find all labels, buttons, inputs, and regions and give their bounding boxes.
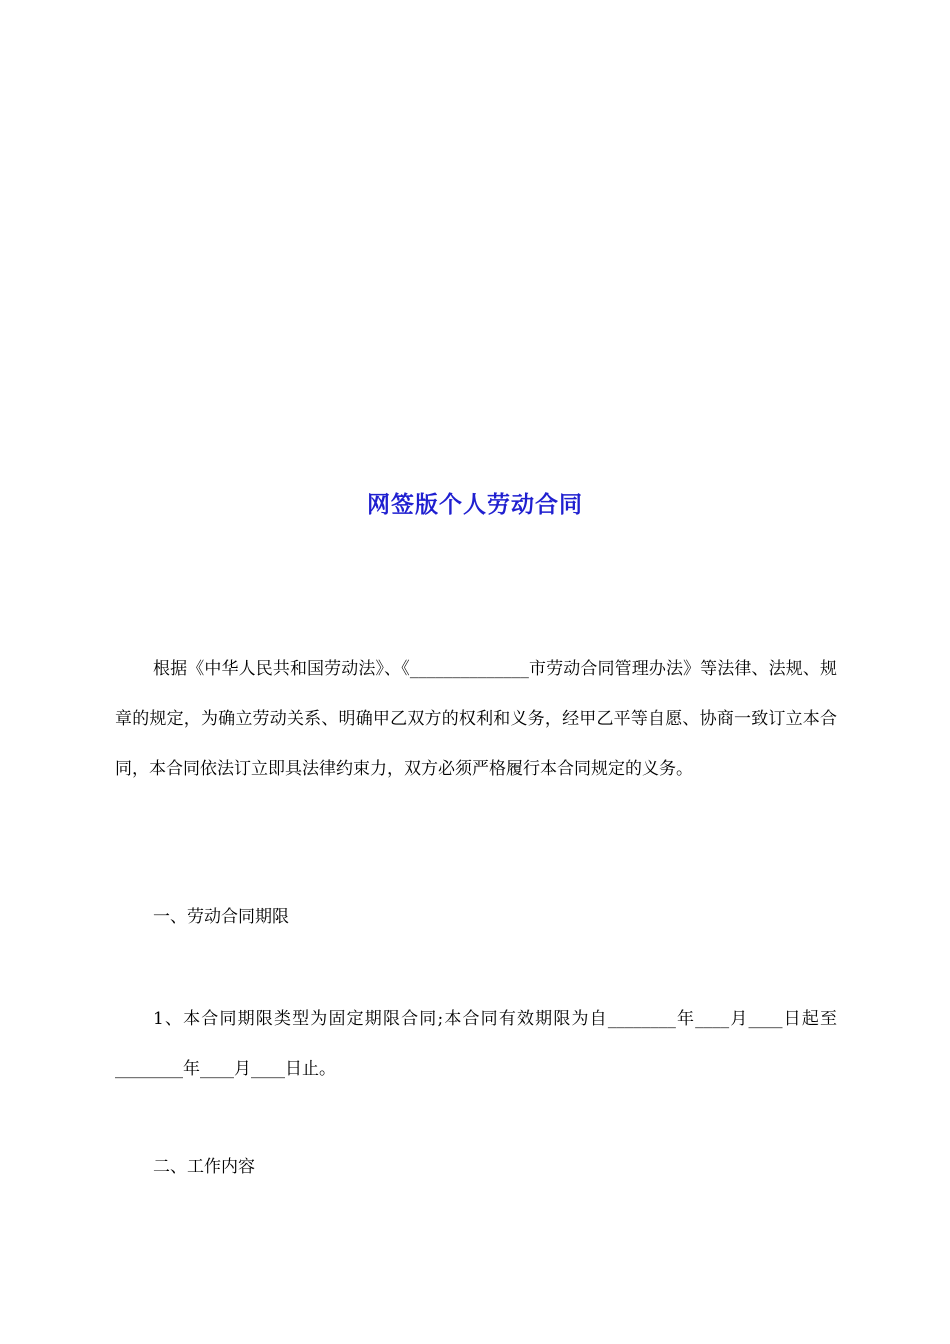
intro-paragraph: 根据《中华人民共和国劳动法》、《______________市劳动合同管理办法》等法律、法规、规章的规定，为确立劳动关系、明确甲乙双方的权利和义务，经甲乙平等自愿、协商一致订立本合同，本合同依法订立即具法律约束力，双方必须严格履行本合同规定的义务。 [115, 659, 837, 779]
document-title: 网签版个人劳动合同 [367, 491, 583, 518]
section-heading-work-content: 二、工作内容 [153, 1157, 255, 1177]
contract-term-clause: 1、本合同期限类型为固定期限合同;本合同有效期限为自________年____月____日起至________年____月____日止。 [115, 1009, 837, 1079]
section-heading-contract-term: 一、劳动合同期限 [153, 907, 289, 927]
